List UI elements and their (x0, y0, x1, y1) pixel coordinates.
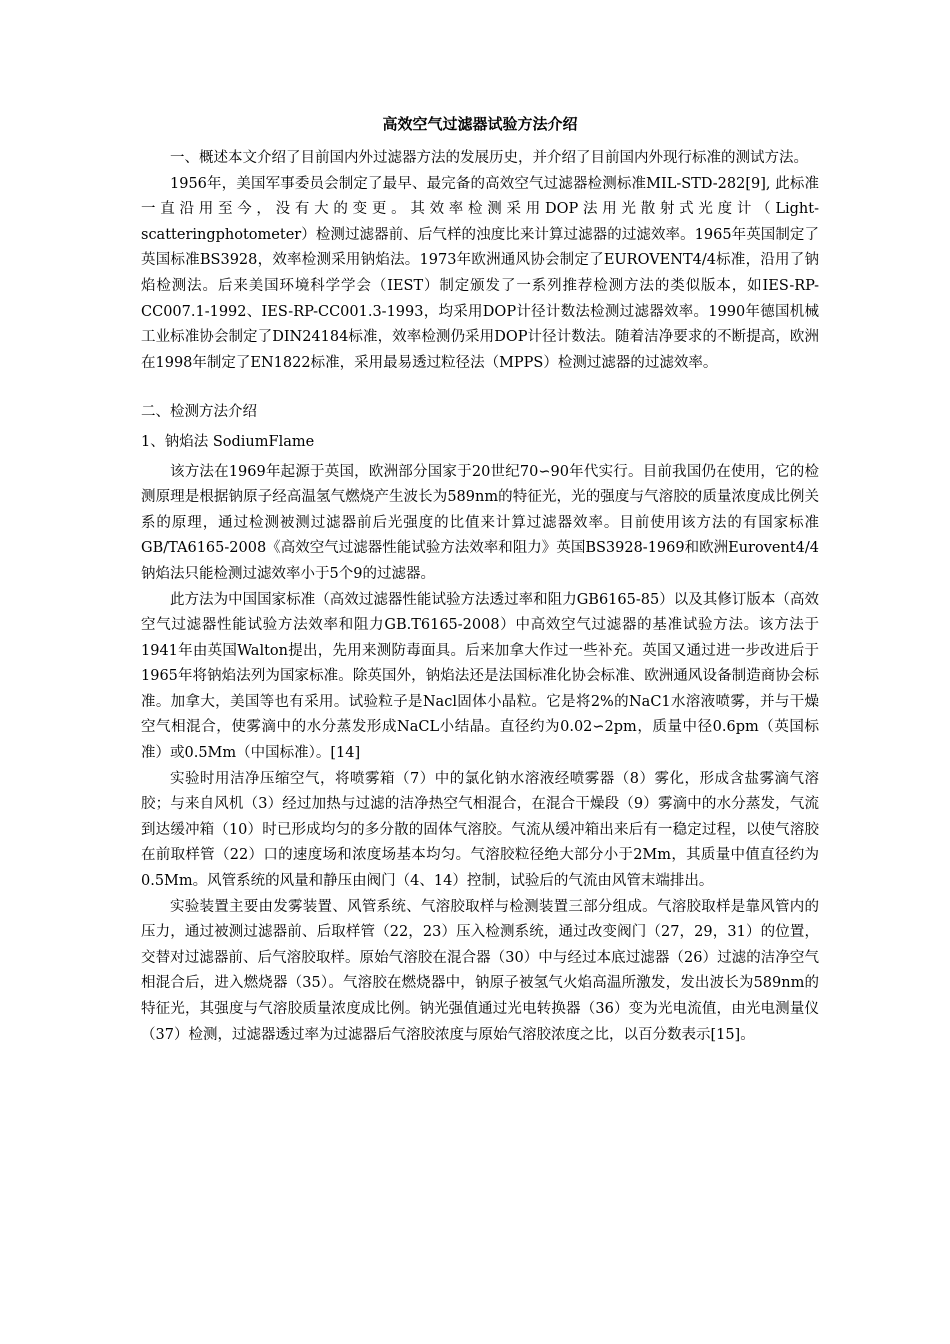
sodium-flame-origin-paragraph: 该方法在1969年起源于英国，欧洲部分国家于20世纪70∽90年代实行。目前我国仍在使用，它的检测原理是根据钠原子经高温氢气燃烧产生波长为589nm的特征光，光的强度与气溶胶的质量浓度成比例关系的原理，通过检测被测过滤器前后光强度的比值来计算过滤器效率。目前使用该方法的有国家标准GB/TA6165-2008《高效空气过滤器性能试验方法效率和阻力》英国BS3928-1969和欧洲Eurovent4/4钠焰法只能检测过滤效率小于5个9的过滤器。 (141, 463, 819, 582)
apparatus-paragraph: 实验装置主要由发雾装置、风管系统、气溶胶取样与检测装置三部分组成。气溶胶取样是靠风管内的压力，通过被测过滤器前、后取样管（22，23）压入检测系统，通过改变阀门（27，29，31）的位置，交替对过滤器前、后气溶胶取样。原始气溶胶在混合器（30）中与经过本底过滤器（26）过滤的洁净空气相混合后，进入燃烧器（35）。气溶胶在燃烧器中，钠原子被氢气火焰高温所激发，发出波长为589nm的特征光，其强度与气溶胶质量浓度成比例。钠光强值通过光电转换器（36）变为光电流值，由光电测量仪（37）检测，过滤器透过率为过滤器后气溶胶浓度与原始气溶胶浓度之比，以百分数表示[15]。 (141, 898, 819, 1043)
section-heading: 二、检测方法介绍 (141, 404, 257, 421)
experiment-process-paragraph: 实验时用洁净压缩空气，将喷雾箱（7）中的氯化钠水溶液经喷雾器（8）雾化，形成含盐雾滴气溶胶；与来自风机（3）经过加热与过滤的洁净热空气相混合，在混合干燥段（9）雾滴中的水分蒸发，气流到达缓冲箱（10）时已形成均匀的多分散的固体气溶胶。气流从缓冲箱出来后有一稳定过程，以使气溶胶在前取样管（22）口的速度场和浓度场基本均匀。气溶胶粒径绝大部分小于2Mm，其质量中值直径约为0.5Mm。风管系统的风量和静压由阀门（4、14）控制，试验后的气流由风管末端排出。 (141, 770, 819, 890)
subsection-heading: 1、钠焰法 SodiumFlame (141, 433, 315, 450)
overview-paragraph: 一、概述本文介绍了目前国内外过滤器方法的发展历史，并介绍了目前国内外现行标准的测试方法。 (170, 150, 808, 166)
document-body (141, 112, 819, 1048)
history-paragraph: 1956年，美国军事委员会制定了最早、最完备的高效空气过滤器检测标准MIL-STD-282[9], 此标准一直沿用至今，没有大的变更。其效率检测采用DOP法用光散射式光度计（Light-scatteringphotometer）检测过滤器前、后气样的浊度比来计算过滤器的过滤效率。1965年英国制定了英国标准BS3928，效率检测采用钠焰法。1973年欧洲通风协会制定了EUROVENT4/4标准，沿用了钠焰检测法。后来美国环境科学学会（IEST）制定颁发了一系列推荐检测方法的类似版本，如IES-RP-CC007.1-1992、IES-RP-CC001.3-1993，均采用DOP计径计数法检测过滤器效率。1990年德国机械工业标准协会制定了DIN24184标准，效率检测仍采用DOP计径计数法。随着洁净要求的不断提高，欧洲在1998年制定了EN1822标准，采用最易透过粒径法（MPPS）检测过滤器的过滤效率。 (141, 175, 819, 371)
sodium-flame-standard-paragraph: 此方法为中国国家标准（高效过滤器性能试验方法透过率和阻力GB6165-85）以及其修订版本（高效空气过滤器性能试验方法效率和阻力GB.T6165-2008）中高效空气过滤器的基准试验方法。该方法于1941年由英国Walton提出，先用来测防毒面具。后来加拿大作过一些补充。英国又通过进一步改进后于1965年将钠焰法列为国家标准。除英国外，钠焰法还是法国标准化协会标准、欧洲通风设备制造商协会标准。加拿大，美国等也有采用。试验粒子是Nacl固体小晶粒。它是将2%的NaC1水溶液喷雾，并与干燥空气相混合，使雾滴中的水分蒸发形成NaCL小结晶。直径约为0.02∽2pm，质量中径0.6pm（英国标准）或0.5Mm（中国标准）。[14] (141, 591, 819, 762)
document-title: 高效空气过滤器试验方法介绍 (382, 115, 578, 133)
spacer (141, 376, 819, 400)
